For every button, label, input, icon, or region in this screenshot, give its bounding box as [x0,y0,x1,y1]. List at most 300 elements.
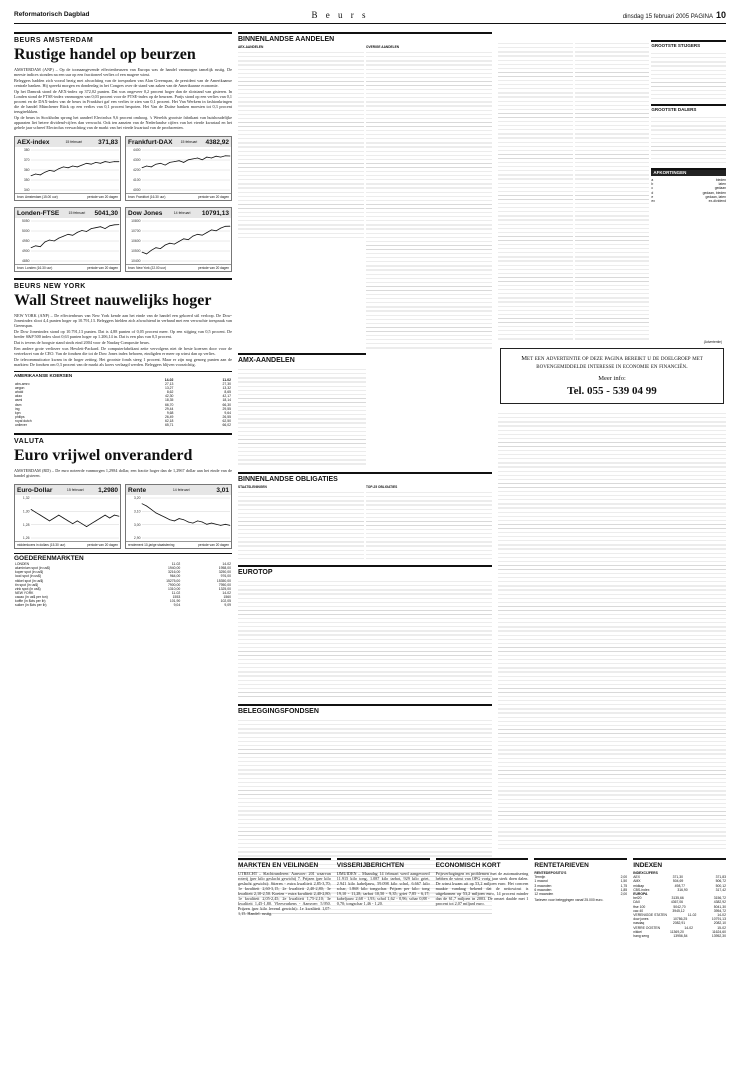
advertentie-tag: (Advertentie) [703,340,722,344]
data-point [31,175,32,176]
index-chart [125,136,232,201]
index-chart [125,207,232,272]
data-point [142,252,143,253]
aandelen-block [238,45,492,349]
chart-header [15,485,120,495]
movers-column [651,40,726,340]
data-point [82,523,83,524]
chart-value: 10791,13 [201,209,229,217]
data-point [156,247,157,248]
data-point [151,167,152,168]
amsterdam-kicker: BEURS AMSTERDAM [14,32,232,44]
data-point [114,515,115,516]
rente-title: RENTETARIEVEN [534,858,627,869]
y-tick-label: 370 [23,158,30,163]
y-tick-label: 4000 [132,188,141,193]
data-point [68,167,69,168]
data-point [225,226,226,227]
y-tick-label: 4400 [132,148,141,153]
chart-date: 15 februari [66,488,84,493]
list-item: a bieden [651,178,727,182]
paragraph: AMSTERDAM (ANP) – Op de toonaangevende effectenbeurzen van Europa was de handel vanmorgen tamelijk rustig. De meeste indices stonden na een uur op een fractioneel verlies of een magere winst. [14,67,232,77]
data-point [146,166,147,167]
newyork-kicker: BEURS NEW YORK [14,278,232,290]
chart-title: Rente [128,486,147,494]
y-tick-label: 350 [23,178,30,183]
data-point [206,157,207,158]
data-point [151,509,152,510]
data-point [119,224,120,225]
data-point [179,518,180,519]
table-row: unilever 65,71 66,02 [15,423,231,428]
data-point [82,230,83,231]
amsterdam-headline: Rustige handel op beurzen [14,46,196,63]
chart-title: Dow Jones [128,209,163,217]
indexen-title: INDEXEN [633,858,726,869]
visserij-title: VISSERIJBERICHTEN [337,858,430,869]
data-point [216,524,217,525]
data-point [91,164,92,165]
rente-subtitle: RENTEDEPOSITO'S [534,871,567,875]
data-point [45,242,46,243]
series-line [142,504,230,526]
rente-list [534,875,627,896]
page-number: 10 [715,9,726,20]
data-point [174,244,175,245]
valuta-article: AMSTERDAM (RD) – De euro noteerde vanmorgen 1,2984 dollar, een fractie hoger dan de 1,2967 dollar aan het einde van de handel gisteren. [14,468,232,479]
data-point [216,156,217,157]
y-tick-label: 1,30 [22,509,30,514]
chart-header [15,137,120,147]
economisch-column [436,858,529,938]
data-point [188,239,189,240]
data-point [146,254,147,255]
data-point [109,225,110,226]
chart-value: 3,01 [216,486,229,494]
paragraph: Op de beurs in Stockholm sprong het aandeel Electrolux 9,6 procent omhoog. 's Werelds grootste fabrikant van huishoudelijke apparaten liet betere dividend-cijfers dan verwacht. Ook ten aanzien van de Nederlandse cijfers van het vierde kwartaal en het gehele jaar schreef Electrolux verwachting van de markt van het vierde kwartaal van de producenten. [14,115,232,130]
y-tick-label: 5050 [21,219,30,224]
data-point [77,232,78,233]
list-item: VERENIGDE STATEN 11-02 14-02 [633,913,726,918]
series-line [31,225,119,248]
paragraph: De Dow Jonesindex stond op 10.791,13 punten. Dat is 4,88 punten of 0,05 procent meer. Op een stijging van 0,5 procent. De breder S&P 500 index sloot 0,63 punten hoger op 1.206,14 in. Dat is een plus van 0,5 procent. [14,329,232,339]
data-point [156,513,157,514]
table-row: LONDEN 11-02 14-02 [15,562,231,567]
y-tick-label: 10500 [131,249,141,254]
y-tick-label: 4200 [132,168,141,173]
data-point [63,167,64,168]
data-point [220,525,221,526]
staatsleningen-subtitle: STAATSLENINGEN [238,485,267,489]
rente-column [534,858,627,938]
data-point [202,235,203,236]
chart-title: Frankfurt-DAX [128,138,173,146]
data-point [95,162,96,163]
table-row: philips 26,49 26,55 [15,414,231,419]
data-point [77,521,78,522]
data-point [54,518,55,519]
list-item: c gedaan [651,186,727,191]
y-tick-label: 340 [23,188,30,193]
bond-listing [366,489,492,559]
data-point [206,232,207,233]
markten-title: MARKTEN EN VEILINGEN [238,858,331,869]
y-tick-label: 10800 [131,219,141,224]
table-row: kpn 9,68 9,64 [15,410,231,415]
chart-header [126,485,231,495]
table-row: dsm 66,70 66,30 [15,402,231,407]
index-chart [14,207,121,272]
chart-date: 15 februari [65,140,83,144]
chart-footer [15,193,120,200]
data-point [109,518,110,519]
valuta-headline: Euro vrijwel onveranderd [14,447,193,465]
y-tick-label: 1,28 [22,522,30,527]
data-point [183,519,184,520]
koersen-title: AMERIKAANSE KOERSEN [14,371,232,378]
paragraph: NEW YORK (ANP) – De effectenbeurs van New York kende aan het einde van de handel een gekoerd stil verloop. De Dow-Jonesindex sloot 4,4 punten hoger op 10.791,13. Beleggers hielden zich afwachtend in verband met een verwachte toespraak van Greenspan. [14,313,232,328]
index-charts-mid [14,207,232,272]
right-column [498,32,726,850]
data-point [119,516,120,517]
data-point [100,518,101,519]
indexen-list [633,875,726,938]
table-row: abn-amro 27,13 27,30 [15,382,231,387]
series-line [31,510,119,527]
ad-text: Met een advertentie op deze pagina bereikt u de doelgroep met bovengemiddelde interesse in economie en financiën. [521,355,703,370]
data-point [146,506,147,507]
visserij-column [337,858,430,938]
line-chart [126,218,233,264]
data-point [35,512,36,513]
data-point [35,245,36,246]
data-point [63,518,64,519]
data-point [179,160,180,161]
data-point [35,174,36,175]
list-item: ftse 100 5042,70 5041,30 [633,904,726,909]
paragraph: Beleggers hadden zich vooral bezig met afwachting van de toespraken van Alan Greenspan, de president van de Amerikaanse centrale banken. Hij spreekt morgen en donderdag in het Congres over de stand van zaken van de Amerikaanse economie. [14,78,232,88]
data-point [156,164,157,165]
line-chart [15,495,122,541]
data-point [77,167,78,168]
markten-column [238,858,331,938]
table-row: ahold 8,62 8,65 [15,390,231,395]
goederen-title: GOEDERENMARKTEN [14,553,232,562]
y-tick-label: 1,26 [22,536,30,541]
data-point [179,241,180,242]
table-row: cacao (in us$ per ton) 1553 1560 [15,594,231,599]
line-chart [126,495,233,541]
chart-footer [126,264,231,271]
data-point [49,521,50,522]
y-tick-label: 4850 [21,259,30,264]
table-row: tin spot (in us$) 7900,00 7950,00 [15,582,231,587]
data-point [58,515,59,516]
stock-listing [238,49,364,239]
visserij-text: IJMUIDEN – Maandag 14 februari werd aangevoerd 11.915 kilo tong, 1.087 kilo tarbot, 929 kilo griet, 2.941 kilo kabeljauw, 59.098 kilo schol, 6.667 kilo schar, 1.868 kilo tongschar. Prijzen per kilo: tong 19,10 - 11,28; tarbot 10,50 - 9,35; griet 7,85 - 6,17; kabeljauw 2,68 - 1,93; schol 1,62 - 0,96; schar 0,88 - 0,70; tongschar 1,46 - 1,20. [336,871,430,906]
chart-source: bron: Amsterdam (15.00 uur) [17,195,58,199]
data-point [230,226,231,227]
data-point [165,165,166,166]
section-title: B e u r s [311,9,369,20]
chart-period: periode van 20 dagen [198,195,229,199]
obligaties-block [238,485,492,559]
data-point [188,522,189,523]
amsterdam-article [14,67,232,130]
stijgers-list [651,50,726,100]
chart-date: 14 februari [173,211,191,215]
data-point [91,228,92,229]
list-item: midkap 498,77 500,12 [633,883,726,888]
data-point [220,228,221,229]
chart-source: bron: Londen (16.30 uur) [17,266,53,270]
indexen-subtitle: INDEXCIJFERS [633,871,658,875]
data-point [202,522,203,523]
paragraph: Op het Damrak stond de AEX-index op 372,02 punten. Dat was ongeveer 0,2 procent hoger dan de slotstand van gisteren. In Londen stond de FTSE-index vanmorgen van 0,03 procent voor de FTSE-index op de beurzen. Parijs stond op een verlies van 0,1 procent en de DAX-index van de beurs in Frankfurt gaf een verlies te zien van 0,1 procent. Het Van Werkem in fashionkringen die de handel Münchener Rück op een verlies van 0,1 procent bespoten. Het Van de Duitse banken moesten tot 0,3 procent terugtrekkken. [14,89,232,114]
ad-more-info: Meer info: [598,375,626,382]
markten-text: UTRECHT – Slachtrunderen: Aanvoer: 201 waarvan roterij (per kilo geslacht gewicht) 7. Prijzen (per kilo geslacht gewicht): Stieren - extra kwaliteit 2,85-3,70; 1e kwaliteit 2,60-3,15; 2e kwaliteit 2,40-2,80; 3e kwaliteit 2,10-2,50. Koeien - extra kwaliteit 2,40-2,80; 1e kwaliteit 2,05-2,45; 2e kwaliteit 1,75-2,10; 3e kwaliteit 1,45-1,80. Vleesvarkens - Aanvoer: 5.950. Prijzen (per kilo levend gewicht): 1e kwaliteit 1,07-1,15. Handel: rustig. [238,871,331,916]
index-chart [14,484,121,549]
aex-subtitle: AEX-AANDELEN [238,45,264,49]
line-chart [126,147,233,193]
amx-subtitle: AMX-AANDELEN [238,353,366,364]
newyork-article [14,313,232,367]
y-tick-label: 10600 [131,239,141,244]
chart-period: periode van 20 dagen [87,195,118,199]
currency-charts [14,484,232,549]
data-point [54,241,55,242]
economisch-text: Prijsverhogingen en problemen met de automatisering hebben de winst van OPG vorig jaar sterk doen dalen. De winst kwam uit op 53,2 miljoen euro. Het concern maakte vandaag bekend dat de nettowinst is uitgekomen op 53,2 miljoen euro, 14 procent minder dan de 61,7 miljoen in 2003. De omzet daalde met 1 procent tot 2,07 miljard euro. [435,871,529,906]
data-point [165,517,166,518]
data-point [105,228,106,229]
data-point [193,523,194,524]
issue-date: dinsdag 15 februari 2005 PAGINA 10 [622,9,726,20]
list-item: bel20 3135,66 3156,72 [633,896,726,901]
data-point [165,245,166,246]
list-item: 3 maanden 1,75 [534,883,628,888]
list-item: CBS-index 316,90 317,42 [633,887,726,892]
line-chart [15,218,122,264]
fund-listing-continued [498,410,726,850]
data-point [142,503,143,504]
bottom-row [238,858,726,938]
list-item: 12 maanden 2,00 [534,892,628,897]
rente-note: Tarieven voor beleggingen vanaf 25.000 euro. [534,898,604,903]
data-point [169,243,170,244]
data-point [45,518,46,519]
eurotop-title: EUROTOP [238,565,492,576]
y-tick-label: 5000 [21,229,30,234]
table-row: akzo 42,30 42,17 [15,394,231,399]
staatsleningen-column [238,485,364,559]
overige-subtitle: OVERIGE AANDELEN [366,45,399,49]
indexen-column [633,858,726,938]
series-line [142,226,230,254]
chart-date: 15 februari [180,140,198,144]
eurotop-listing [238,578,492,698]
data-point [72,235,73,236]
data-point [230,525,231,526]
valuta-kicker: VALUTA [14,433,232,445]
data-point [211,523,212,524]
dalers-title: GROOTSTE DALERS [651,104,726,112]
stock-listing-continued [575,40,650,340]
afkortingen-title: AFKORTINGEN [651,168,726,176]
data-point [197,521,198,522]
table-row: royal dutch 62,18 62,50 [15,418,231,423]
chart-date: 15 februari [68,211,86,215]
data-point [197,234,198,235]
data-point [68,521,69,522]
data-point [58,238,59,239]
y-tick-label: 10400 [131,259,141,264]
aandelen-title: BINNENLANDSE AANDELEN [238,32,492,43]
y-tick-label: 3,10 [133,509,141,514]
table-row: koffie (in $cts per lb) 101,90 102,05 [15,598,231,603]
data-point [95,521,96,522]
overige-column [366,45,492,349]
stock-listing [238,366,366,466]
y-tick-label: 3,20 [133,496,141,501]
data-point [114,161,115,162]
data-point [86,526,87,527]
ad-phone[interactable]: Tel. 055 - 539 04 99 [567,385,657,397]
stijgers-title: GROOTSTE STIJGERS [651,40,726,48]
table-row: nikkel spot (in us$) 15275,00 15350,00 [15,578,231,583]
middle-column [238,32,492,917]
stock-listing-continued [498,40,573,340]
index-chart [125,484,232,549]
data-point [211,158,212,159]
data-point [63,236,64,237]
dalers-list [651,114,726,164]
data-point [100,226,101,227]
chart-period: periode van 20 dagen [198,266,229,270]
stock-listing [366,49,492,349]
advertisement[interactable] [500,348,724,404]
table-row: asml 18,35 18,14 [15,398,231,403]
series-line [142,156,230,168]
data-point [202,159,203,160]
chart-title: Londen-FTSE [17,209,60,217]
table-row: NEW YORK 11-02 14-02 [15,590,231,595]
data-point [193,236,194,237]
data-point [188,159,189,160]
chart-source: middenkoers in dollars (15.30 uur) [17,543,66,548]
data-point [169,519,170,520]
bond-listing [238,489,364,559]
list-item: AEX 371,30 371,83 [633,875,726,880]
list-item: b laten [651,182,727,187]
chart-title: AEX-index [17,138,50,146]
list-item: 6 maanden 1,85 [534,887,628,892]
chart-source: bron: Frankfurt (16.30 uur) [128,195,166,199]
koersen-table [14,378,232,427]
table-header: 14-02 11-02 [164,378,231,382]
data-point [72,166,73,167]
paragraph: De telecommuticator kwam in de hoger zetting. Het grootste fonds steeg 1 procent. Maar er zijn nog genoeg punten aan de markten: De fondsen om 0,3 procent van de markt als koers verlaagd werden. Beleggers blijven voorzichtig. [14,357,232,367]
data-point [174,161,175,162]
list-item: cac 40 3945,12 3954,72 [633,908,726,913]
index-charts-top [14,136,232,201]
chart-date: 14 februari [172,488,190,493]
data-point [95,227,96,228]
table-row: suiker (in $cts per lb) 9,04 9,09 [15,603,231,608]
y-tick-label: 4900 [21,249,30,254]
chart-value: 5041,30 [94,209,118,217]
data-point [225,155,226,156]
data-point [206,524,207,525]
list-item: EUROPA [633,892,648,897]
list-item: d gedaan, bieden [651,190,727,195]
data-point [54,171,55,172]
data-point [40,246,41,247]
list-item: DAX 4367,06 4382,92 [633,900,726,905]
data-point [193,159,194,160]
list-item: nasdaq 2082,91 2082,10 [633,921,726,926]
table-row: zink spot (in us$) 1310,00 1325,00 [15,586,231,591]
data-point [160,163,161,164]
list-item: e gedaan, laten [651,194,727,199]
data-point [183,238,184,239]
chart-footer [126,541,231,548]
list-item: VERRE OOSTEN 14-02 15-02 [633,925,726,930]
chart-period: periode van 20 dagen [87,543,118,548]
table-row: koper spot (in us$) 3216,00 3250,00 [15,570,231,575]
data-point [160,515,161,516]
data-point [31,509,32,510]
chart-value: 371,83 [98,138,118,146]
chart-footer [15,541,120,548]
series-line [31,162,119,176]
data-point [68,234,69,235]
y-tick-label: 4100 [132,178,141,183]
data-point [230,156,231,157]
data-point [49,170,50,171]
afkortingen-list [651,178,726,203]
aex-column [238,45,364,349]
data-point [40,175,41,176]
y-tick-label: 4950 [21,239,30,244]
line-chart [15,147,122,193]
chart-source: rendement 10-jarige staatslening [128,543,175,548]
chart-period: periode van 20 dagen [198,543,229,548]
chart-header [15,208,120,218]
y-tick-label: 1,32 [22,496,30,501]
chart-value: 4382,92 [205,138,229,146]
top25-column [366,485,492,559]
list-item: ex ex-dividend [651,199,727,204]
data-point [211,230,212,231]
index-chart [14,136,121,201]
table-row: ing 29,44 29,55 [15,406,231,411]
paragraph: Dat is tevens de hoogste stand sinds eind 2004 voor de Nasdaq-Composite beurs. [14,340,150,345]
list-item: AMX 504,69 506,72 [633,879,726,884]
data-point [225,524,226,525]
data-point [160,248,161,249]
data-point [31,247,32,248]
newyork-headline: Wall Street nauwelijks hoger [14,292,212,309]
list-item: nikkei 11369,20 11624,60 [633,929,726,934]
chart-source: bron: New York (22.00 uur) [128,266,167,270]
masthead [14,6,726,24]
y-tick-label: 2,90 [133,536,141,541]
chart-footer [126,193,231,200]
obligaties-title: BINNENLANDSE OBLIGATIES [238,472,492,483]
data-point [183,162,184,163]
chart-header [126,137,231,147]
data-point [105,515,106,516]
